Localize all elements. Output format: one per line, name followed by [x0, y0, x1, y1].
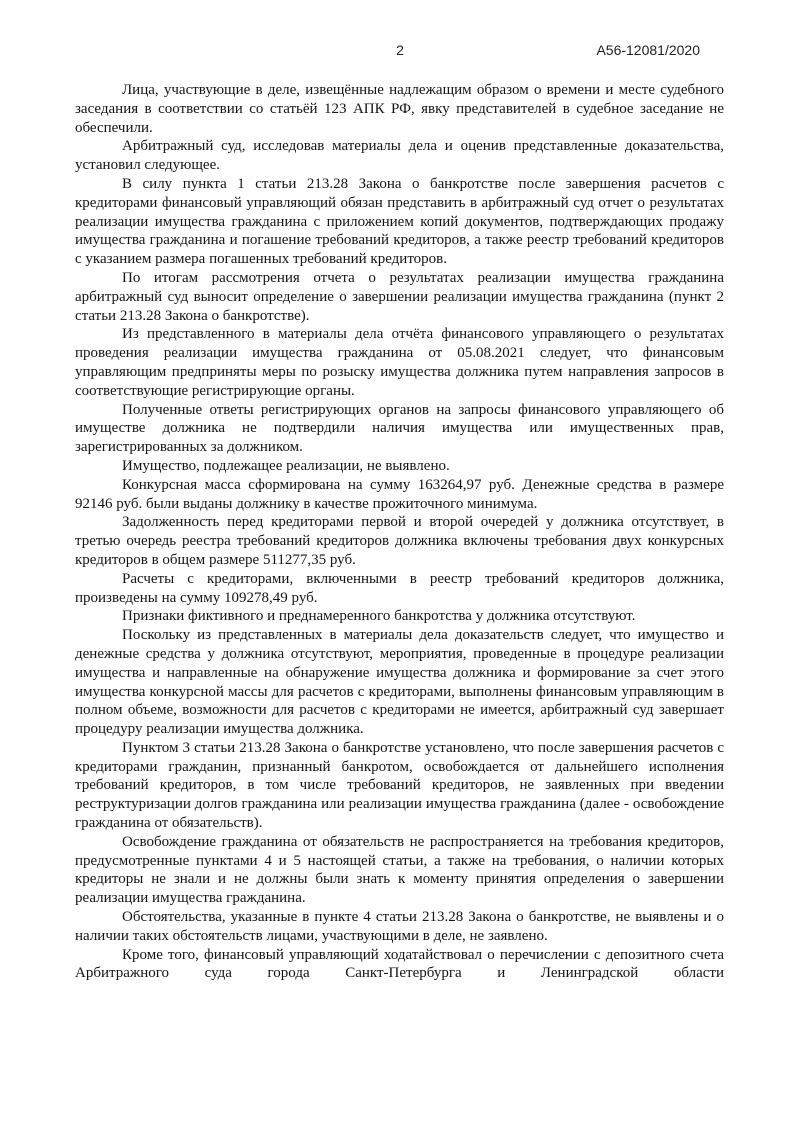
- page-number: 2: [396, 42, 404, 58]
- paragraph-settlements: Расчеты с кредиторами, включенными в реестр требований кредиторов должника, произведены на сумму 109278,49 руб.: [75, 570, 724, 606]
- paragraph-discharge-exceptions: Освобождение гражданина от обязательств не распространяется на требования кредиторов, предусмотренные пунктами 4 и 5 настоящей статьи, а также на требования, о наличии которых кредиторы не знали и не должны были знать к моменту принятия определения о завершении реализации имущества гражданина.: [75, 833, 724, 907]
- paragraph-creditor-queues: Задолженность перед кредиторами первой и второй очередей у должника отсутствует, в третью очередь реестра требований кредиторов должника включены требования двух конкурсных кредиторов в общем размере 511277,35 руб.: [75, 514, 724, 568]
- paragraph-circumstances-not-found: Обстоятельства, указанные в пункте 4 статьи 213.28 Закона о банкротстве, не выявлены и о наличии таких обстоятельств лицами, участвующими в деле, не заявлено.: [75, 909, 724, 944]
- paragraph-report-review: По итогам рассмотрения отчета о результатах реализации имущества гражданина арбитражный суд выносит определение о завершении реализации имущества гражданина (пункт 2 статьи 213.28 Закона о банкротстве).: [75, 269, 724, 324]
- paragraph-deposit-transfer: Кроме того, финансовый управляющий ходатайствовал о перечислении с депозитного счета Арбитражного суда города Санкт-Петербурга и Ленинградской области: [75, 946, 724, 982]
- paragraph-manager-report: Из представленного в материалы дела отчёта финансового управляющего о результатах проведения реализации имущества гражданина от 05.08.2021 следует, что финансовым управляющим предприняты меры по розыску имущества должника путем направления запросов в соответствующие регистрирующие органы.: [75, 326, 724, 399]
- paragraph-law-213-28-p3: Пунктом 3 статьи 213.28 Закона о банкротстве установлено, что после завершения расчетов с кредиторами гражданин, признанный банкротом, освобождается от дальнейшего исполнения требований кредиторов, в том числе требований кредиторов, не заявленных при введении реструктуризации долгов гражданина или реализации имущества гражданина (далее - освобождение гражданина от обязательств).: [75, 739, 724, 832]
- paragraph-law-213-28-p1: В силу пункта 1 статьи 213.28 Закона о банкротстве после завершения расчетов с кредиторами финансовый управляющий обязан представить в арбитражный суд отчет о результатах реализации имущества гражданина с приложением копий документов, подтверждающих продажу имущества гражданина и погашение требований кредиторов, а также реестр требований кредиторов с указанием размера погашенных требований кредиторов.: [75, 175, 724, 268]
- paragraph-no-fictitious-bankruptcy: Признаки фиктивного и преднамеренного банкротства у должника отсутствуют.: [122, 608, 636, 625]
- document-body: [75, 81, 724, 983]
- paragraph-court-examined: Арбитражный суд, исследовав материалы дела и оценив представленные доказательства, установил следующее.: [75, 138, 724, 174]
- page-header: [0, 42, 800, 60]
- paragraph-registry-replies: Полученные ответы регистрирующих органов на запросы финансового управляющего об имуществе должника не подтвердили наличия имущества или имущественных прав, зарегистрированных за должником.: [75, 401, 724, 456]
- case-number: А56-12081/2020: [596, 42, 700, 58]
- paragraph-no-property: Имущество, подлежащее реализации, не выявлено.: [122, 457, 450, 474]
- paragraph-bankruptcy-estate: Конкурсная масса сформирована на сумму 163264,97 руб. Денежные средства в размере 92146 руб. были выданы должнику в качестве прожиточного минимума.: [75, 476, 724, 512]
- paragraph-procedure-completion: Поскольку из представленных в материалы дела доказательств следует, что имущество и денежные средства у должника отсутствуют, мероприятия, проведенные в процедуре реализации имущества и направленные на обнаружение имущества должника и формирование за счет этого имущества конкурсной массы для расчетов с кредиторами, выполнены финансовым управляющим в полном объеме, возможности для расчетов с кредиторами не имеется, арбитражный суд завершает процедуру реализации имущества должника.: [75, 627, 724, 738]
- paragraph-parties-notified: Лица, участвующие в деле, извещённые надлежащим образом о времени и месте судебного заседания в соответствии со статьёй 123 АПК РФ, явку представителей в судебное заседание не обеспечили.: [75, 82, 724, 136]
